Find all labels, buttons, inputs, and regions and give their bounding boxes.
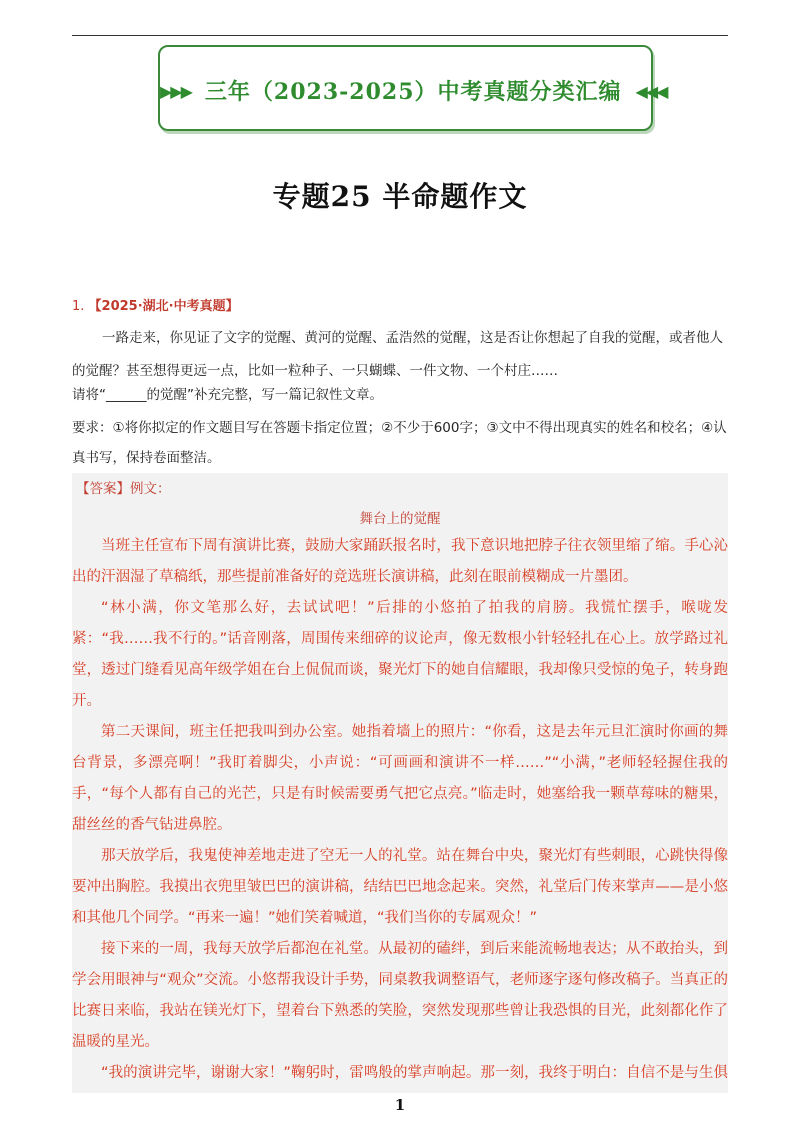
header-rule — [72, 35, 728, 36]
essay-paragraph: 那天放学后，我鬼使神差地走进了空无一人的礼堂。站在舞台中央，聚光灯有些刺眼，心跳快得像要冲出胸腔。我摸出衣兜里皱巴巴的演讲稿，结结巴巴地念起来。突然，礼堂后门传来掌声——是小悠和其他几个同学。“再来一遍！”她们笑着喊道，“我们当你的专属观众！” — [72, 848, 728, 926]
essay-title: 舞台上的觉醒 — [359, 511, 441, 527]
series-banner — [158, 45, 667, 131]
essay-body — [72, 531, 728, 1093]
left-arrows-icon: ▶▶▶ — [160, 82, 191, 101]
question-source: 【2025·湖北·中考真题】 — [88, 299, 239, 314]
answer-section — [72, 473, 728, 1093]
right-arrows-icon: ◀◀◀ — [635, 82, 667, 101]
question-instruction: 请将“______的觉醒”补充完整，写一篇记叙性文章。 — [72, 387, 383, 403]
essay-paragraph: 当班主任宣布下周有演讲比赛，鼓励大家踊跃报名时，我下意识地把脖子往衣领里缩了缩。手心沁出的汗洇湿了草稿纸，那些提前准备好的竞选班长演讲稿，此刻在眼前模糊成一片墨团。 — [72, 538, 728, 585]
page-number: 1 — [394, 1096, 406, 1114]
essay-paragraph: “林小满，你文笔那么好，去试试吧！”后排的小悠拍了拍我的肩膀。我慌忙摆手，喉咙发紧：“我……我不行的。”话音刚落，周围传来细碎的议论声，像无数根小针轻轻扎在心上。放学路过礼堂，透过门缝看见高年级学姐在台上侃侃而谈，聚光灯下的她自信耀眼，我却像只受惊的兔子，转身跑开。 — [72, 600, 728, 709]
essay-paragraph: “我的演讲完毕，谢谢大家！”鞠躬时，雷鸣般的掌声响起。那一刻，我终于明白：自信不是与生俱 — [101, 1065, 728, 1081]
banner-content — [160, 75, 667, 106]
page-title: 专题25 半命题作文 — [272, 180, 528, 213]
question-requirements: 要求：①将你拟定的作文题目写在答题卡指定位置；②不少于600字；③文中不得出现真实的姓名和校名；④认真书写，保持卷面整洁。 — [72, 420, 727, 466]
essay-paragraph: 第二天课间，班主任把我叫到办公室。她指着墙上的照片：“你看，这是去年元旦汇演时你画的舞台背景，多漂亮啊！”我盯着脚尖，小声说：“可画画和演讲不一样……”“小满，”老师轻轻握住我的手，“每个人都有自己的光芒，只是有时候需要勇气把它点亮。”临走时，她塞给我一颗草莓味的糖果，甜丝丝的香气钻进鼻腔。 — [72, 724, 728, 833]
question-header — [72, 295, 239, 314]
essay-paragraph: 接下来的一周，我每天放学后都泡在礼堂。从最初的磕绊，到后来能流畅地表达；从不敢抬头，到学会用眼神与“观众”交流。小悠帮我设计手势，同桌教我调整语气，老师逐字逐句修改稿子。当真正的比赛日来临，我站在镁光灯下，望着台下熟悉的笑脸，突然发现那些曾让我恐惧的目光，此刻都化作了温暖的星光。 — [72, 941, 728, 1050]
banner-text: 三年（2023-2025）中考真题分类汇编 — [204, 79, 622, 105]
question-number: 1. — [72, 299, 85, 314]
question-prompt: 一路走来，你见证了文字的觉醒、黄河的觉醒、孟浩然的觉醒，这是否让你想起了自我的觉醒，或者他人的觉醒？甚至想得更远一点，比如一粒种子、一只蝴蝶、一件文物、一个村庄…… — [72, 330, 723, 379]
answer-label: 【答案】例文： — [76, 481, 171, 497]
